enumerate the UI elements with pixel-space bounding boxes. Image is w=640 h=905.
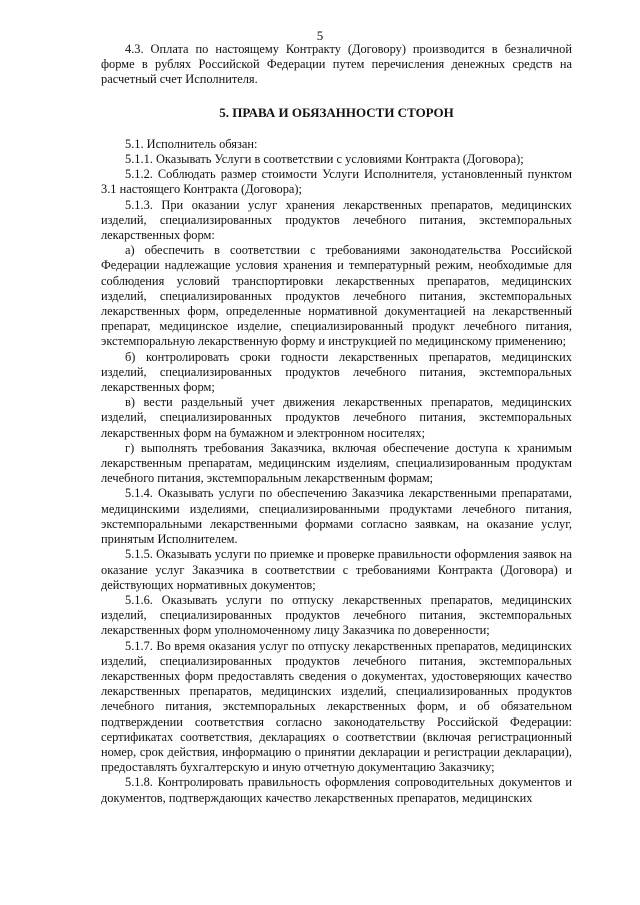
paragraph-5-1-3-g: г) выполнять требования Заказчика, включая обеспечение доступа к хранимым лекарственным препаратам, медицинским изделиям, специализированным продуктам лечебного питания, экстемпоральным лекарственным формам; xyxy=(101,440,572,486)
page-number: 5 xyxy=(316,28,324,43)
paragraph-5-1-3: 5.1.3. При оказании услуг хранения лекарственных препаратов, медицинских изделий, специализированных продуктов лечебного питания, экстемпоральных лекарственных форм: xyxy=(101,197,572,243)
paragraph-5-1-2: 5.1.2. Соблюдать размер стоимости Услуги Исполнителя, установленный пунктом 3.1 настоящего Контракта (Договора); xyxy=(101,167,572,197)
paragraph-5-1: 5.1. Исполнитель обязан: xyxy=(125,136,258,151)
paragraph-5-1-6: 5.1.6. Оказывать услуги по отпуску лекарственных препаратов, медицинских изделий, специализированных продуктов лечебного питания, экстемпоральных лекарственных форм уполномоченному лицу Заказчика по доверенности; xyxy=(101,592,572,638)
paragraph-5-1-5: 5.1.5. Оказывать услуги по приемке и проверке правильности оформления заявок на оказание услуг Заказчика в соответствии с требованиями Контракта (Договора) и действующих нормативных документов; xyxy=(101,547,572,592)
paragraph-5-1-3-b: б) контролировать сроки годности лекарственных препаратов, медицинских изделий, специализированных продуктов лечебного питания, экстемпоральных лекарственных форм; xyxy=(101,349,572,395)
paragraph-4-3: 4.3. Оплата по настоящему Контракту (Договору) производится в безналичной форме в рублях Российской Федерации путем перечисления денежных средств на расчетный счет Исполнителя. xyxy=(101,42,572,87)
paragraph-5-1-7: 5.1.7. Во время оказания услуг по отпуску лекарственных препаратов, медицинских изделий, специализированных продуктов лечебного питания, экстемпоральных лекарственных форм предоставлять сведения о документах, удостоверяющих качество лекарственных препаратов, медицинских изделий, специализированных продуктов лечебного питания, экстемпоральных лекарственных форм, и об обязательном подтверждении соответствия согласно законодательству Российской Федерации: сертификатах соответствия, декларациях о соответствии (включая регистрационный номер, срок действия, информацию о принятии декларации и регистрации декларации), предоставлять бухгалтерскую и иную отчетную документацию Заказчику; xyxy=(101,638,572,775)
paragraph-5-1-1: 5.1.1. Оказывать Услуги в соответствии с условиями Контракта (Договора); xyxy=(125,152,524,167)
section-heading: 5. ПРАВА И ОБЯЗАННОСТИ СТОРОН xyxy=(219,104,454,120)
paragraph-5-1-3-v: в) вести раздельный учет движения лекарственных препаратов, медицинских изделий, специализированных продуктов лечебного питания, экстемпоральных лекарственных форм на бумажном и электронном носителях; xyxy=(101,395,572,440)
paragraph-5-1-3-a: а) обеспечить в соответствии с требованиями законодательства Российской Федерации надлежащие условия хранения и температурный режим, необходимые для соблюдения условий транспортировки лекарственных препаратов, медицинских изделий, специализированных продуктов лечебного питания, экстемпоральных лекарственных форм, определенные нормативной документацией на лекарственный препарат, медицинское изделие, специализированный продукт лечебного питания, экстемпоральную лекарственную форму и инструкцией по медицинскому применению; xyxy=(101,243,572,349)
paragraph-5-1-8: 5.1.8. Контролировать правильность оформления сопроводительных документов и документов, подтверждающих качество лекарственных препаратов, медицинских xyxy=(101,775,572,805)
document-body xyxy=(101,42,572,806)
paragraph-5-1-4: 5.1.4. Оказывать услуги по обеспечению Заказчика лекарственными препаратами, медицинскими изделиями, специализированными продуктами лечебного питания, экстемпоральными лекарственными формами согласно заявкам, на оказание услуг, принятым Исполнителем. xyxy=(101,486,572,547)
